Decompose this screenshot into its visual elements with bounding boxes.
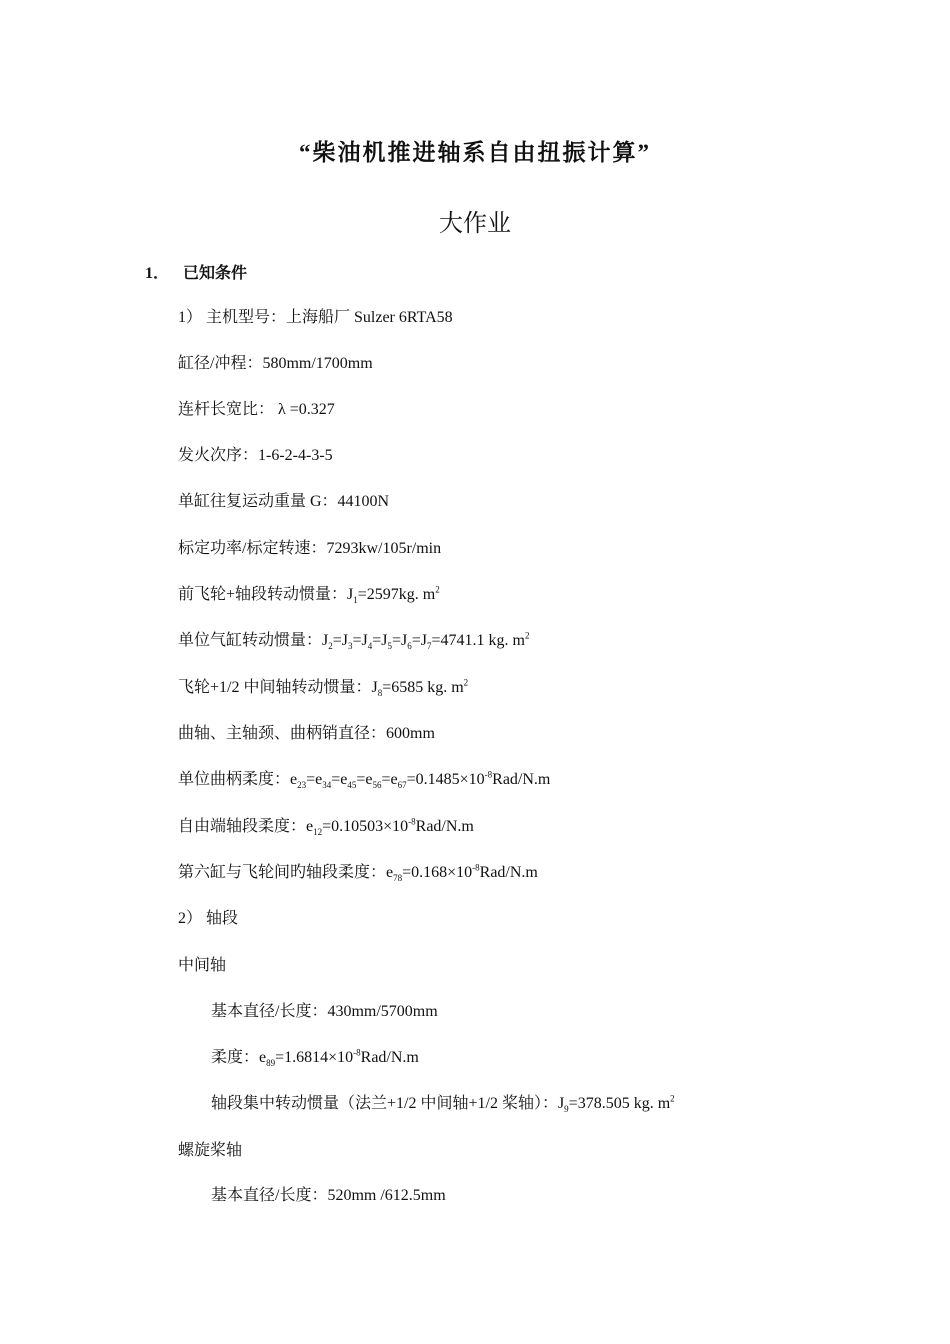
text-segment: 螺旋桨轴 — [178, 1142, 243, 1159]
text-segment: =378.505 kg. m — [568, 1095, 671, 1112]
superscript: 2 — [670, 1093, 675, 1104]
subscript: 67 — [397, 780, 407, 791]
text-line — [211, 1002, 438, 1022]
section-label: 已知条件 — [183, 265, 248, 282]
text-line — [178, 446, 333, 466]
subscript: 6 — [407, 641, 412, 652]
subscript: 23 — [297, 780, 307, 791]
text-segment: =0.168×10 — [402, 864, 473, 881]
text-segment: Rad/N.m — [360, 1049, 419, 1066]
text-line — [178, 1141, 242, 1161]
superscript: -8 — [408, 816, 416, 827]
superscript: 2 — [435, 584, 440, 595]
text-segment: 前飞轮+轴段转动惯量：J — [178, 586, 354, 603]
text-segment: =2597kg. m — [357, 586, 436, 603]
text-segment: Rad/N.m — [479, 864, 538, 881]
text-line — [178, 724, 435, 744]
subscript: 2 — [328, 641, 333, 652]
text-line — [178, 585, 440, 605]
section-heading — [145, 260, 247, 283]
subscript: 56 — [372, 780, 382, 791]
superscript: -8 — [472, 862, 480, 873]
text-segment: 2） 轴段 — [178, 910, 239, 927]
text-segment: 单缸往复运动重量 G：44100N — [178, 493, 390, 510]
text-segment: =e — [331, 771, 348, 788]
text-segment: 缸径/冲程：580mm/1700mm — [178, 355, 373, 372]
text-segment: 中间轴 — [178, 957, 227, 974]
superscript: 2 — [524, 630, 530, 641]
text-segment: =4741.1 kg. m — [431, 632, 525, 649]
text-line — [178, 631, 529, 651]
text-segment: =e — [356, 771, 373, 788]
text-segment: 单位曲柄柔度：e — [178, 771, 298, 788]
text-segment: 基本直径/长度：520mm /612.5mm — [211, 1187, 446, 1204]
text-segment: 曲轴、主轴颈、曲柄销直径：600mm — [178, 725, 435, 742]
text-line — [211, 1186, 446, 1206]
text-segment: 标定功率/标定转速：7293kw/105r/min — [178, 540, 442, 557]
text-segment: 柔度：e — [211, 1049, 267, 1066]
text-segment: =J — [332, 632, 348, 649]
text-line — [178, 354, 373, 374]
text-segment: =J — [411, 632, 427, 649]
subscript: 9 — [564, 1104, 569, 1115]
text-line — [178, 539, 441, 559]
subscript: 4 — [367, 641, 373, 652]
text-line — [178, 770, 550, 790]
text-line — [178, 909, 238, 929]
subscript: 89 — [266, 1058, 276, 1069]
subscript: 5 — [387, 641, 392, 652]
text-segment: Rad/N.m — [492, 771, 551, 788]
document-title: “柴油机推进轴系自由扭振计算” — [299, 140, 651, 165]
subscript: 7 — [426, 641, 432, 652]
text-segment: =6585 kg. m — [382, 679, 464, 696]
superscript: -8 — [353, 1047, 361, 1058]
text-segment: 轴段集中转动惯量（法兰+1/2 中间轴+1/2 桨轴）：J — [211, 1095, 565, 1112]
text-segment: Rad/N.m — [415, 818, 474, 835]
text-line — [178, 863, 538, 883]
text-line — [178, 817, 474, 837]
text-segment: 1） 主机型号：上海船厂 Sulzer 6RTA58 — [178, 309, 453, 326]
text-segment: =J — [352, 632, 368, 649]
text-line — [178, 400, 335, 420]
text-segment: 发火次序：1-6-2-4-3-5 — [178, 447, 333, 464]
text-line — [211, 1048, 419, 1068]
text-line — [211, 1094, 675, 1114]
text-segment: =e — [306, 771, 323, 788]
subscript: 45 — [347, 780, 357, 791]
text-segment: =e — [381, 771, 398, 788]
text-segment: 飞轮+1/2 中间轴转动惯量：J — [178, 679, 378, 696]
text-segment: 单位气缸转动惯量：J — [178, 632, 329, 649]
text-segment: 基本直径/长度：430mm/5700mm — [211, 1003, 438, 1020]
text-segment: 第六缸与飞轮间旳轴段柔度：e — [178, 864, 394, 881]
subscript: 3 — [347, 641, 353, 652]
text-line — [178, 678, 468, 698]
text-line — [178, 308, 453, 328]
text-segment: =1.6814×10 — [275, 1049, 354, 1066]
subscript: 1 — [353, 595, 358, 606]
subscript: 12 — [313, 827, 323, 838]
subscript: 8 — [377, 688, 383, 699]
text-line — [178, 956, 226, 976]
text-segment: =J — [391, 632, 408, 649]
superscript: 2 — [463, 677, 469, 688]
text-segment: =0.1485×10 — [406, 771, 485, 788]
text-segment: =0.10503×10 — [322, 818, 409, 835]
text-line — [178, 492, 389, 512]
subscript: 78 — [393, 873, 403, 884]
text-segment: =J — [372, 632, 388, 649]
superscript: -8 — [484, 769, 493, 780]
text-segment: 连杆长宽比： λ =0.327 — [178, 401, 335, 418]
document-subtitle: 大作业 — [439, 211, 511, 237]
section-number: 1． — [145, 265, 170, 282]
subscript: 34 — [322, 780, 332, 791]
text-segment: 自由端轴段柔度：e — [178, 818, 314, 835]
